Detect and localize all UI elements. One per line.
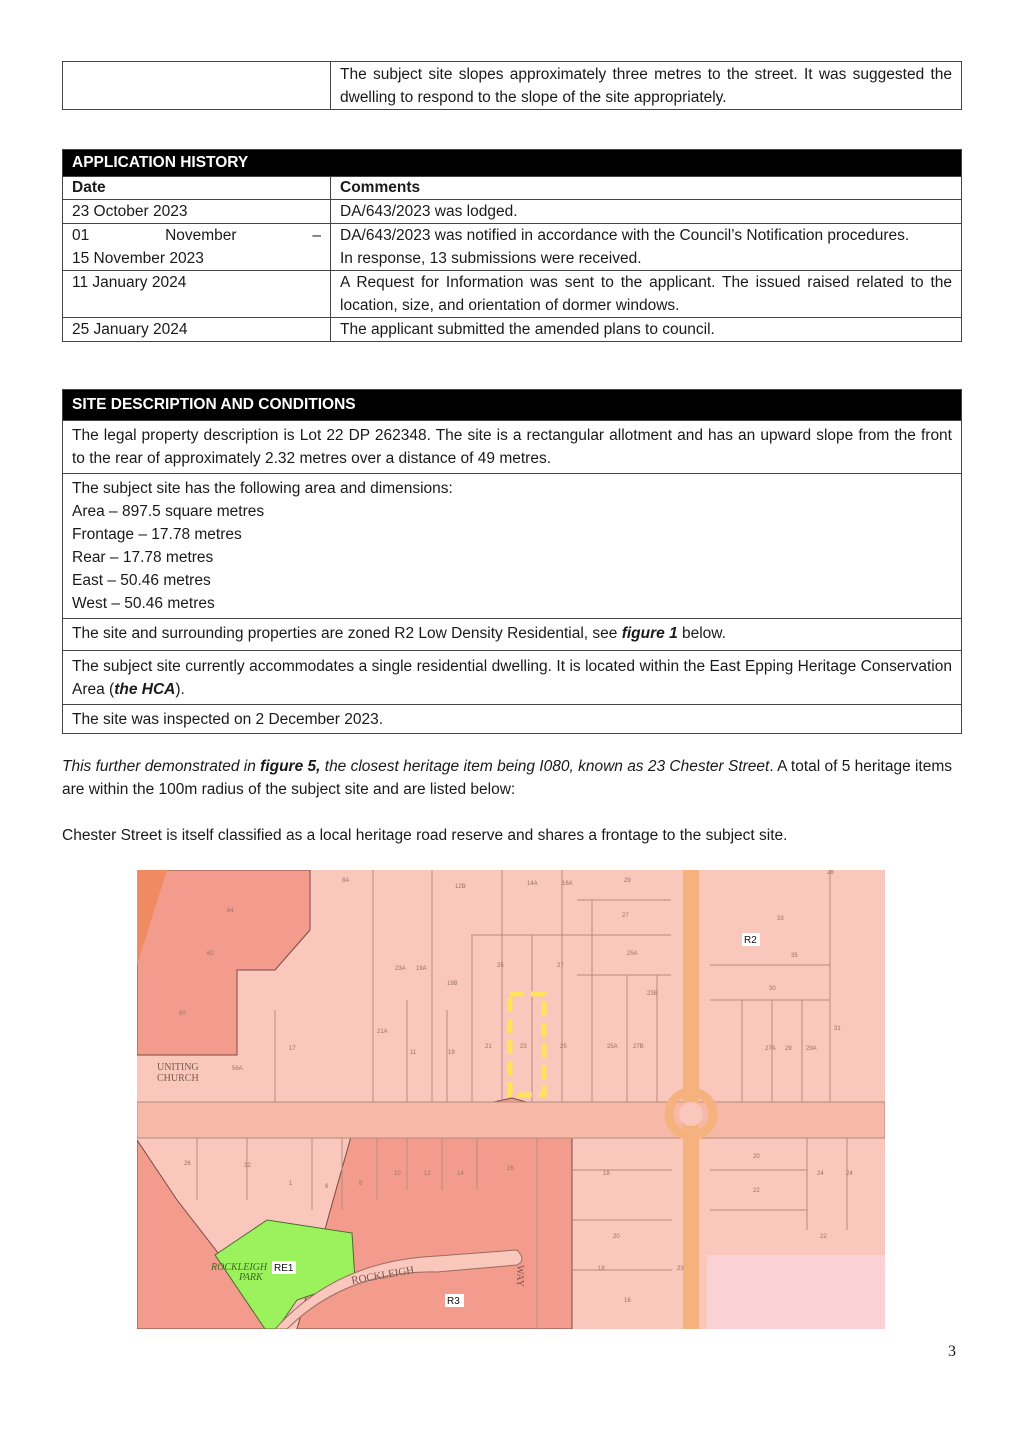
lot-number: 1	[289, 1181, 293, 1187]
page-number: 3	[948, 1343, 956, 1360]
lot-number: 27	[557, 963, 564, 969]
application-history-table	[62, 149, 962, 342]
lot-number: 19B	[447, 981, 458, 987]
rockleigh-park-label: PARK	[239, 1272, 263, 1283]
site-description-table	[62, 389, 962, 734]
table-row	[63, 200, 962, 224]
site-zoning	[63, 619, 962, 651]
lot-number: 19	[448, 1050, 455, 1056]
lot-number: 24	[846, 1171, 853, 1177]
lot-number: 8A	[342, 878, 350, 884]
lot-number: 27A	[765, 1046, 776, 1052]
roundabout-centre	[679, 1102, 703, 1126]
history-comment	[331, 224, 962, 271]
lot-number: 23	[677, 1266, 684, 1272]
site-current-use	[63, 651, 962, 705]
history-comment-line: The applicant submitted the amended plans to council.	[340, 321, 715, 338]
history-date: 25 January 2024	[63, 318, 331, 342]
lot-number: 21	[485, 1044, 492, 1050]
lot-number: 30	[769, 986, 776, 992]
history-comment-line: DA/643/2023 was notified in accordance with the Council’s Notification procedures.	[340, 227, 910, 244]
lot-number: 56A	[232, 1066, 243, 1072]
lot-number: 35	[791, 953, 798, 959]
lot-number: 25A	[627, 951, 638, 957]
lot-number: 24	[817, 1171, 824, 1177]
table-row	[63, 224, 962, 271]
lot-number: 25	[560, 1044, 567, 1050]
lot-number: 29	[785, 1046, 792, 1052]
para-text: . A total of 5 heritage items are within the 100m radius of the subject site and are listed below:	[62, 758, 953, 798]
site-dimensions	[63, 474, 962, 619]
lot-number: 26	[184, 1161, 191, 1167]
dimensions-line: Frontage – 17.78 metres	[72, 526, 242, 543]
site-legal-description: The legal property description is Lot 22 DP 262348. The site is a rectangular allotment and has an upward slope from the front to the rear of approximately 2.32 metres over a distance of 49 metres.	[63, 421, 962, 474]
lot-number: 17	[289, 1046, 296, 1052]
history-date: 11 January 2024	[63, 271, 331, 318]
history-date	[63, 224, 331, 271]
lot-number: 60	[179, 1011, 186, 1017]
lot-number: 29	[624, 878, 631, 884]
lot-number: 25A	[607, 1044, 618, 1050]
lot-number: 31	[834, 1026, 841, 1032]
zoning-map-svg	[137, 870, 885, 1329]
lot-number: 27	[622, 913, 629, 919]
para-italic: This further demonstrated in	[62, 758, 261, 775]
current-use-text-end: ).	[175, 681, 185, 698]
dimensions-line: Rear – 17.78 metres	[72, 549, 214, 566]
history-comment	[331, 200, 962, 224]
history-comment	[331, 271, 962, 318]
zoning-map	[137, 870, 885, 1329]
lot-number: 8	[359, 1181, 363, 1187]
history-comment	[331, 318, 962, 342]
lot-number: 22	[753, 1188, 760, 1194]
lot-number: 14A	[527, 881, 538, 887]
lot-number: 12B	[455, 884, 466, 890]
lot-number: 16	[507, 1166, 514, 1172]
lot-number: 14	[457, 1171, 464, 1177]
lot-number: 19A	[416, 966, 427, 972]
lot-number: 32	[244, 1163, 251, 1169]
dimensions-line: West – 50.46 metres	[72, 595, 215, 612]
site-description-heading: SITE DESCRIPTION AND CONDITIONS	[63, 390, 962, 421]
lot-number: 16A	[562, 881, 573, 887]
lot-number: 22	[820, 1234, 827, 1240]
lot-number: 20	[753, 1154, 760, 1160]
figure-reference: figure 1	[621, 625, 678, 642]
zone-r2-label: R2	[744, 935, 757, 946]
para-italic: the closest heritage item being I080, known as 23 Chester Street	[320, 758, 770, 775]
date-column-header: Date	[63, 177, 331, 200]
history-comment-line: DA/643/2023 was lodged.	[340, 203, 518, 220]
date-end: 15 November 2023	[72, 250, 204, 267]
lot-number: 25	[497, 963, 504, 969]
date-dash: –	[312, 227, 321, 244]
table-row	[63, 474, 962, 619]
lot-number: 64	[227, 908, 234, 914]
rockleigh-road-label: ROCKLEIGH	[350, 1264, 416, 1287]
zone-r3-label: R3	[447, 1296, 460, 1307]
lot-number: 62	[207, 951, 214, 957]
date-month: November	[165, 227, 237, 244]
comments-column-header: Comments	[331, 177, 962, 200]
continuation-right-cell: The subject site slopes approximately three metres to the street. It was suggested the dwelling to respond to the slope of the site appropriately.	[331, 62, 962, 110]
heritage-paragraph	[62, 755, 962, 801]
uniting-church-label: UNITING	[157, 1062, 199, 1073]
dimensions-line: Area – 897.5 square metres	[72, 503, 265, 520]
lot-number: 21A	[377, 1029, 388, 1035]
lot-number: 16	[624, 1298, 631, 1304]
lot-number: 10	[394, 1171, 401, 1177]
lot-number: 23	[520, 1044, 527, 1050]
lot-number: 18	[598, 1266, 605, 1272]
lot-number: 6	[325, 1184, 329, 1190]
hca-abbreviation: the HCA	[114, 681, 176, 698]
zoning-text-end: below.	[677, 625, 726, 642]
chester-street-road	[137, 1102, 885, 1138]
continuation-table	[62, 61, 962, 110]
uniting-church-label: CHURCH	[157, 1073, 199, 1084]
table-row	[63, 705, 962, 734]
figure-5-reference: figure 5,	[260, 758, 321, 775]
lot-number: 23A	[395, 966, 406, 972]
lot-number: 29A	[806, 1046, 817, 1052]
zone-re1-label: RE1	[274, 1263, 294, 1274]
lot-number: 33	[777, 916, 784, 922]
lot-number: 11	[410, 1050, 417, 1056]
lot-number: 23B	[647, 991, 658, 997]
lot-number: 18	[603, 1171, 610, 1177]
application-history-heading: APPLICATION HISTORY	[63, 150, 962, 177]
table-row	[63, 318, 962, 342]
zoning-text: The site and surrounding properties are zoned R2 Low Density Residential, see	[72, 625, 622, 642]
continuation-left-cell	[63, 62, 331, 110]
history-date: 23 October 2023	[63, 200, 331, 224]
table-row	[63, 619, 962, 651]
current-use-text: The subject site currently accommodates a single residential dwelling. It is located within the East Epping Heritage Conservation Area (	[72, 658, 952, 698]
dimensions-line: The subject site has the following area and dimensions:	[72, 480, 453, 497]
lot-number: 28	[827, 870, 834, 876]
table-row	[63, 651, 962, 705]
rockleigh-park-label: ROCKLEIGH	[211, 1262, 268, 1273]
site-inspection: The site was inspected on 2 December 2023.	[63, 705, 962, 734]
lot-number: 20	[613, 1234, 620, 1240]
history-comment-line: A Request for Information was sent to the applicant. The issued raised related to the location, size, and orientation of dormer windows.	[340, 274, 952, 314]
dimensions-line: East – 50.46 metres	[72, 572, 211, 589]
chester-street-paragraph: Chester Street is itself classified as a local heritage road reserve and shares a frontage to the subject site.	[62, 827, 788, 844]
lot-number: 12	[424, 1171, 431, 1177]
lot-number: 27B	[633, 1044, 644, 1050]
pink-zone-area	[707, 1255, 885, 1329]
way-label: WAY	[514, 1265, 525, 1287]
table-row	[63, 271, 962, 318]
date-day: 01	[72, 227, 90, 244]
history-comment-line: In response, 13 submissions were received.	[340, 250, 642, 267]
table-row	[63, 421, 962, 474]
north-south-road	[683, 870, 699, 1329]
